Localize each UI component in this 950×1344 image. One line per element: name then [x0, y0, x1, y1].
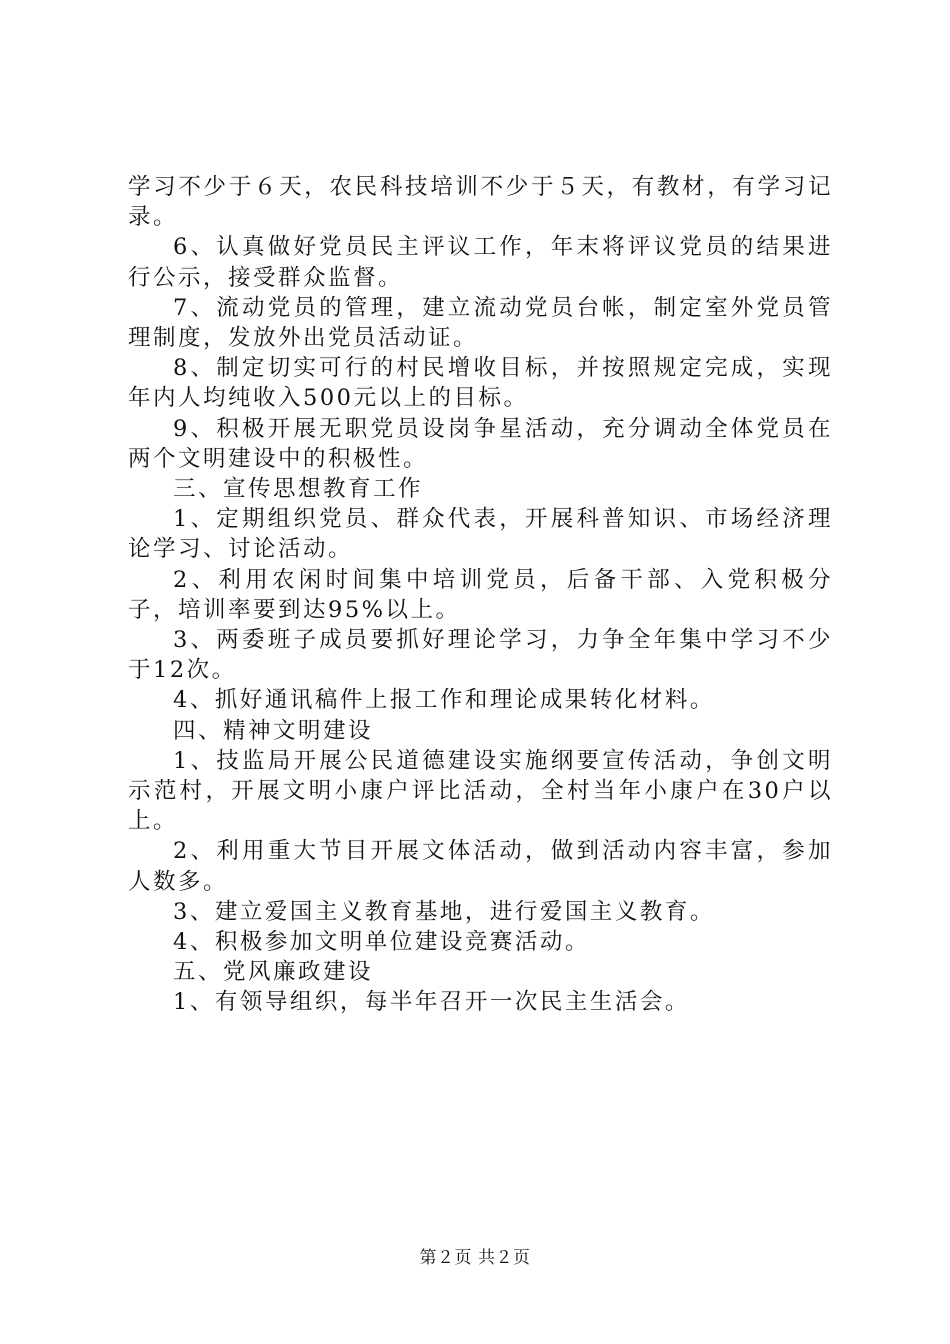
list-item-5-1: 1、有领导组织，每半年召开一次民主生活会。 [173, 989, 690, 1016]
list-item-4-2: 2、利用重大节目开展文体活动，做到活动内容丰富，参加人数多。 [128, 838, 833, 895]
section-heading-4: 四、精神文明建设 [173, 717, 374, 744]
list-item-4-4: 4、积极参加文明单位建设竞赛活动。 [173, 929, 590, 956]
list-item-3-3: 3、两委班子成员要抓好理论学习，力争全年集中学习不少于12次。 [128, 627, 833, 684]
page-number-footer: 第２页 共２页 [419, 1248, 531, 1268]
list-item-3-1: 1、定期组织党员、群众代表，开展科普知识、市场经济理论学习、讨论活动。 [128, 506, 833, 563]
paragraph-continuation: 学习不少于６天，农民科技培训不少于５天，有教材，有学习记录。 [128, 174, 833, 231]
list-item-7-mobile-members: 7、流动党员的管理，建立流动党员台帐，制定室外党员管理制度，发放外出党员活动证。 [128, 294, 833, 352]
list-item-6-party-evaluation: 6、认真做好党员民主评议工作，年末将评议党员的结果进行公示，接受群众监督。 [128, 234, 833, 291]
section-heading-3: 三、宣传思想教育工作 [173, 476, 424, 503]
list-item-4-3: 3、建立爱国主义教育基地，进行爱国主义教育。 [173, 898, 715, 925]
document-body [128, 172, 833, 1018]
list-item-3-2: 2、利用农闲时间集中培训党员，后备干部、入党积极分子，培训率要到达95%以上。 [128, 566, 833, 623]
list-item-3-4: 4、抓好通讯稿件上报工作和理论成果转化材料。 [173, 687, 715, 714]
list-item-4-1: 1、技监局开展公民道德建设实施纲要宣传活动，争创文明示范村，开展文明小康户评比活动，全村当年小康户在30户以上。 [128, 747, 833, 835]
section-heading-5: 五、党风廉政建设 [173, 959, 374, 986]
list-item-9-star-activity: 9、积极开展无职党员设岗争星活动，充分调动全体党员在两个文明建设中的积极性。 [128, 415, 833, 472]
list-item-8-income-target: 8、制定切实可行的村民增收目标，并按照规定完成，实现年内人均纯收入500元以上的目标。 [128, 355, 833, 412]
